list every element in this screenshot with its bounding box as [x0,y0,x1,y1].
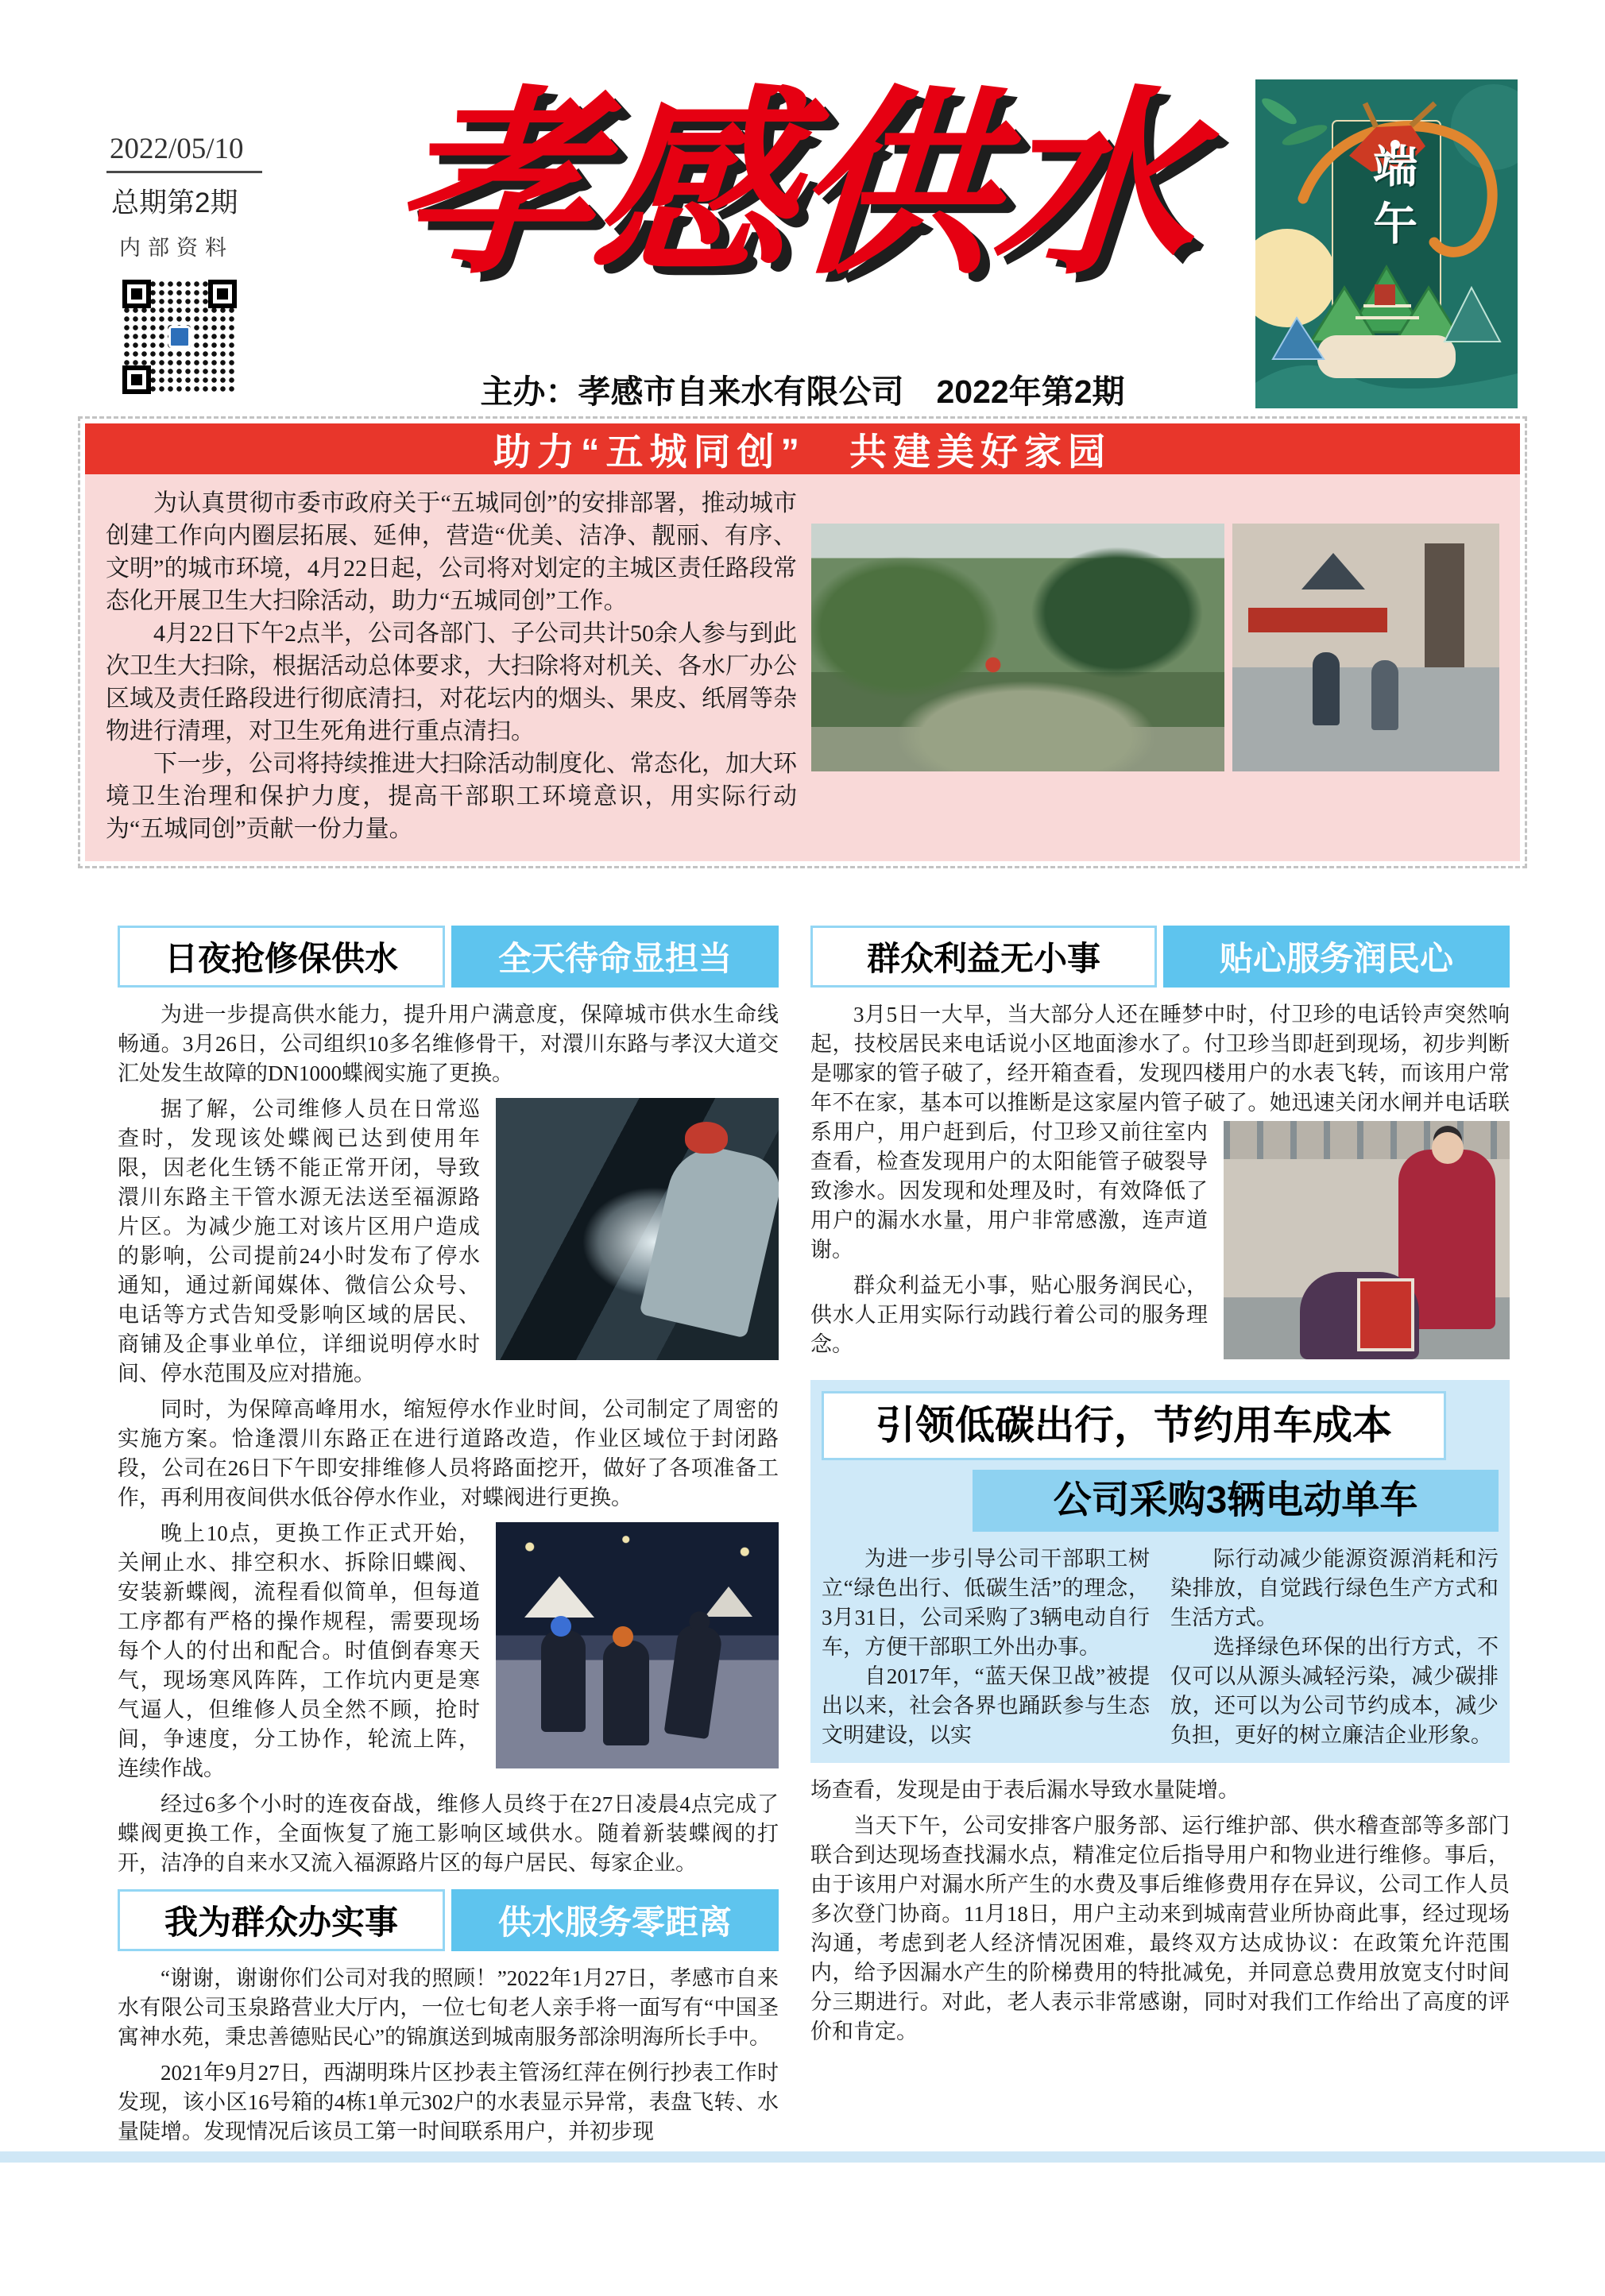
photo-detail [705,1587,752,1617]
repair-article [118,1000,779,1878]
paragraph: 经过6多个小时的连夜奋战，维修人员终于在27日凌晨4点完成了蝶阀更换工作，全面恢复了施工影响区域供水。随着新装蝶阀的打开，洁净的自来水又流入福源路片区的每户居民、每家企业。 [118,1792,779,1875]
paragraph: 同时，为保障高峰用水，缩短停水作业时间，公司制定了周密的实施方案。恰逢澴川东路正在进行道路改造，作业区域位于封闭路段，公司在26日下午即安排维修人员将路面挖开，做好了各项准备工作，再利用夜间供水低谷停水作业，对蝶阀进行更换。 [118,1397,779,1509]
publisher-line: 主办：孝感市自来水有限公司 2022年第2期 [480,373,1125,410]
photo-night-work [496,1522,779,1768]
footer-stripe [0,2151,1605,2163]
paragraph: 际行动减少能源资源消耗和污染排放，自觉践行绿色生产方式和生活方式。 [1170,1547,1499,1630]
feature-headline: 助力“五城同创” 共建美好家园 [85,423,1520,474]
masthead-divider [106,171,262,173]
service-headline-row [810,926,1510,988]
service-article [810,1000,1510,1359]
photo-detail [1313,652,1340,725]
deeds-article [118,1964,779,2147]
feature-body [85,474,1520,861]
lowcarbon-col-2 [1170,1544,1499,1750]
headline-service-right: 贴心服务润民心 [1163,926,1510,988]
paragraph: 群众利益无小事，贴心服务润民心，供水人正用实际行动践行着公司的服务理念。 [810,1274,1208,1356]
paragraph-part: 了。她迅速关闭水闸并电话联系用户，用户赶到后，付卫珍又前往室内查看，检查发现用户的太阳能管子破裂导致渗水。因发现和处理及时，有效降低了用户的漏水水量，用户非常感激，连声道谢。 [810,1091,1510,1262]
festival-seal-icon [1375,284,1395,305]
photo-detail [1248,608,1387,632]
photo-detail [685,1122,728,1154]
headline-deeds-left: 我为群众办实事 [118,1889,445,1951]
photo-detail [1432,1132,1464,1164]
paragraph: 为进一步引导公司干部职工树立“绿色出行、低碳生活”的理念，3月31日，公司采购了3辆电动自行车，方便干部职工外出办事。 [822,1547,1150,1660]
masthead-title: 孝感供水 [386,75,1203,298]
paragraph: 当天下午，公司安排客户服务部、运行维护部、供水稽查部等多部门联合到达现场查找漏水点，精准定位后指导用户和物业进行维修。事后，由于该用户对漏水所产生的水费及事后维修费用存在异议，公司工作人员多次登门协商。11月18日，用户主动来到城南营业所协商此事，经过现场沟通，考虑到老人经济情况困难，最终双方达成协议：在政策允许范围内，给予因漏水产生的阶梯费用的特批减免，并同意总费用放宽支付时间分三期进行。对此，老人表示非常感谢，同时对我们工作给出了高度的评价和肯定。 [810,1814,1510,2044]
photo-detail [639,1138,779,1338]
photo-detail [1301,553,1365,589]
headline-repair-right: 全天待命显担当 [451,926,779,988]
headline-service-left: 群众利益无小事 [810,926,1157,988]
feature-section [78,416,1527,868]
headline-repair-left: 日夜抢修保供水 [118,926,445,988]
paragraph-part: 3月5日一大早，当大部分人还在睡梦中时，付卫珍的电话铃声突然响起，技校居民来电话说小区地面渗水了。付卫珍当即赶到现场，初步判断是哪家的管子破了，经开箱查看，发现四楼用户的水表飞转，而该用户常年不在家，基本可以推断是这家屋内管子破 [810,1003,1510,1115]
paragraph: 为认真贯彻市委市政府关于“五城同创”的安排部署，推动城市创建工作向内圈层拓展、延伸，营造“优美、洁净、靓丽、有序、文明”的城市环境，4月22日起，公司将对划定的主城区责任路段常态化开展卫生大扫除活动，助力“五城同创”工作。 [106,490,797,614]
qr-center-logo-icon [168,326,191,348]
headline-deeds-right: 供水服务零距离 [451,1889,779,1951]
paragraph: 晚上10点，更换工作正式开始，关闸止水、排空积水、拆除旧蝶阀、安装新蝶阀，流程看似简单，但每道工序都有严格的操作规程，需要现场每个人的付出和配合。时值倒春寒天气，现场寒风阵阵，工作坑内更是寒气逼人，但维修人员全然不顾，抢时间，争速度，分工协作，轮流上阵，连续作战。 [118,1521,480,1780]
headline-lowcarbon-main: 引领低碳出行，节约用车成本 [822,1391,1446,1460]
festival-title: 端午 [1367,143,1417,257]
photo-garden-cleanup [811,524,1224,771]
feature-text [106,487,797,845]
photo-leak-help [1224,1121,1510,1359]
paragraph: 4月22日下午2点半，公司各部门、子公司共计50余人参与到此次卫生大扫除，根据活动总体要求，大扫除将对机关、各水厂办公区域及责任路段进行彻底清扫，对花坛内的烟头、果皮、纸屑等杂物进行清理，对卫生死角进行重点清扫。 [106,620,797,744]
paragraph: “谢谢，谢谢你们公司对我的照顾！”2022年1月27日，孝感市自来水有限公司玉泉路营业大厅内，一位七旬老人亲手将一面写有“中国圣寓神水苑，秉忠善德贴民心”的锦旗送到城南服务部涂明海所长手中。 [118,1966,779,2049]
photo-pipe-repair [496,1098,779,1360]
issue-number: 总期第2期 [111,187,238,218]
deeds-headline-row [118,1889,779,1951]
paragraph: 为进一步提高供水能力，提升用户满意度，保障城市供水生命线畅通。3月26日，公司组织10多名维修骨干，对澴川东路与孝汉大道交汇处发生故障的DN1000蝶阀实施了更换。 [118,1003,779,1085]
photo-detail [541,1630,586,1732]
photo-detail [1371,660,1398,730]
photo-detail [663,1623,723,1739]
paragraph [810,1000,1510,1265]
festival-poster-image [1255,79,1518,408]
left-column [118,926,779,2153]
paragraph: 场查看，发现是由于表后漏水导致水量陡增。 [810,1778,1240,1803]
repair-headline-row [118,926,779,988]
photo-street-sweeping [1232,524,1499,771]
paragraph: 据了解，公司维修人员在日常巡查时，发现该处蝶阀已达到使用年限，因老化生锈不能正常开闭，导致澴川东路主干管水源无法送至福源路片区。为减少施工对该片区用户造成的影响，公司提前24小时发布了停水通知，通过新闻媒体、微信公众号、电话等方式告知受影响区域的居民、商铺及企事业单位，详细说明停水时间、停水范围及应对措施。 [118,1097,480,1386]
qr-finder-icon [122,365,151,394]
photo-detail [1425,543,1464,667]
lowcarbon-col-1 [822,1544,1150,1750]
headline-lowcarbon-sub: 公司采购3辆电动单车 [973,1470,1499,1532]
issue-date: 2022/05/10 [110,133,244,165]
qr-finder-icon [208,280,237,308]
paragraph: 下一步，公司将持续推进大扫除活动制度化、常态化，加大环境卫生治理和保护力度，提高干部职工环境意识，用实际行动为“五城同创”贡献一份力量。 [106,751,797,842]
deeds-continuation [810,1776,1510,2047]
right-column [810,926,1510,2153]
lowcarbon-panel [810,1380,1510,1763]
lowcarbon-columns [822,1544,1499,1750]
photo-detail [524,1576,594,1618]
paragraph: 选择绿色环保的出行方式，不仅可以从源头减轻污染，减少碳排放，还可以为公司节约成本，减少负担，更好的树立廉洁企业形象。 [1170,1635,1499,1748]
paragraph: 自2017年，“蓝天保卫战”被提出以来，社会各界也踊跃参与生态文明建设，以实 [822,1664,1150,1748]
photo-detail [603,1641,649,1745]
feature-photos [811,487,1499,845]
photo-detail [1357,1278,1414,1351]
classification-label: 内部资料 [119,236,234,260]
qr-finder-icon [122,280,151,308]
qr-code [119,276,240,397]
paragraph: 2021年9月27日，西湖明珠片区抄表主管汤红萍在例行抄表工作时发现，该小区16号箱的4栋1单元302户的水表显示异常，表盘飞转、水量陡增。发现情况后该员工第一时间联系用户，并初步现 [118,2061,779,2143]
